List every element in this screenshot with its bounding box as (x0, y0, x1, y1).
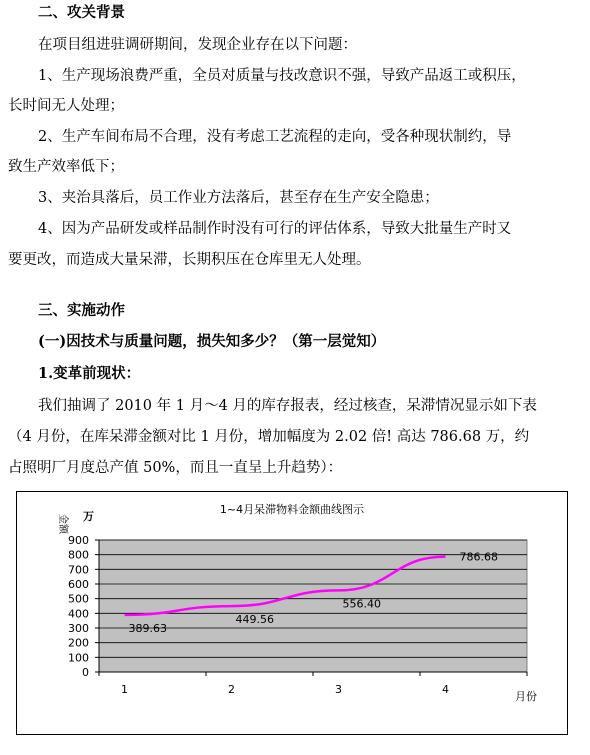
problem-1-line-2: 长时间无人处理； (8, 98, 124, 114)
y-tick-label: 900 (68, 534, 89, 547)
x-tick-label: 4 (442, 683, 449, 696)
y-tick-label: 200 (68, 636, 89, 650)
x-tick-label: 1 (121, 683, 128, 696)
intro-text: 在项目组进驻调研期间，发现企业存在以下问题： (38, 37, 357, 53)
paragraph-line-2: （4 月份，在库呆滞金额对比 1 月份，增加幅度为 2.02 倍! 高达 786.68 万，约 (8, 429, 530, 445)
problem-3: 3、夹治具落后，员工作业方法落后，甚至存在生产安全隐患； (38, 190, 439, 206)
problem-2-line-1: 2、生产车间布局不合理，没有考虑工艺流程的走向，受各种现状制约，导 (38, 129, 512, 145)
y-tick-label: 300 (68, 622, 89, 635)
problem-2-line-2: 致生产效率低下； (8, 159, 124, 175)
data-label: 786.68 (459, 550, 498, 564)
x-tick-label: 2 (228, 683, 235, 696)
y-tick-label: 100 (68, 651, 89, 665)
paragraph-line-1: 我们抽调了 2010 年 1 月～4 月的库存报表，经过核查，呆滞情况显示如下表 (38, 398, 537, 414)
y-axis-unit: 万 (83, 510, 94, 523)
data-label: 449.56 (235, 613, 274, 627)
y-axis-label: 金额 (57, 514, 68, 534)
y-tick-label: 800 (68, 548, 89, 562)
problem-1-line-1: 1、生产现场浪费严重，全员对质量与技改意识不强，导致产品返工或积压， (38, 68, 526, 84)
data-label: 389.63 (128, 621, 167, 635)
y-tick-label: 0 (82, 666, 89, 679)
chart-title: 1~4月呆滞物料金额曲线图示 (219, 503, 365, 516)
point-1-heading: 1.变革前现状： (38, 365, 141, 382)
problem-4-line-2: 要更改，而造成大量呆滞，长期积压在仓库里无人处理。 (8, 252, 371, 268)
y-tick-label: 600 (68, 578, 89, 591)
problem-4-line-1: 4、因为产品研发或样品制作时没有可行的评估体系，导致大批量生产时又 (38, 221, 512, 237)
paragraph-line-3: 占照明厂月度总产值 50%，而且一直呈上升趋势）： (8, 460, 343, 476)
chart-frame (16, 491, 568, 735)
x-tick-label: 3 (335, 683, 342, 696)
line-chart (17, 492, 567, 734)
data-label: 556.40 (342, 597, 381, 611)
x-axis-label: 月份 (515, 690, 537, 703)
y-tick-label: 500 (68, 592, 89, 606)
y-tick-label: 700 (68, 563, 89, 577)
y-tick-label: 400 (68, 607, 89, 621)
section-3-heading: 三、实施动作 (38, 302, 125, 319)
subsection-heading: (一)因技术与质量问题，损失知多少？（第一层觉知） (38, 333, 386, 350)
section-2-heading: 二、攻关背景 (38, 4, 125, 21)
